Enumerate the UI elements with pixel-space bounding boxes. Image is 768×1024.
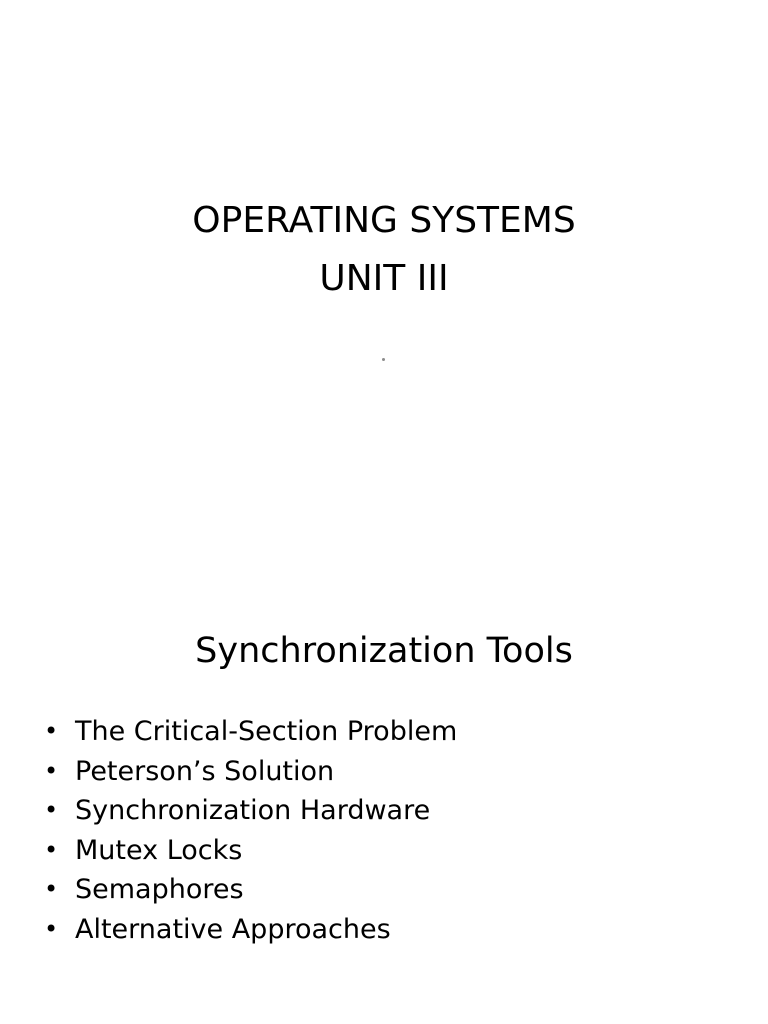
- list-item: [44, 870, 457, 910]
- title-line-2: UNIT III: [319, 258, 449, 299]
- bullet-icon: •: [44, 875, 59, 904]
- list-item-text: Alternative Approaches: [75, 913, 391, 945]
- list-item-text: Mutex Locks: [75, 834, 243, 866]
- subtitle-placeholder-dot: [382, 358, 385, 361]
- list-item-text: Synchronization Hardware: [75, 795, 431, 827]
- slide-heading: Synchronization Tools: [195, 631, 573, 671]
- list-item-text: The Critical-Section Problem: [75, 716, 458, 747]
- list-item: [44, 712, 457, 752]
- list-item: [44, 791, 457, 831]
- bullet-icon: •: [44, 796, 59, 825]
- list-item: [44, 831, 457, 871]
- list-item: [44, 752, 457, 792]
- bullet-icon: •: [44, 835, 59, 864]
- title-line-1: OPERATING SYSTEMS: [192, 200, 576, 241]
- content-slide: [0, 512, 768, 1024]
- bullet-icon: •: [44, 756, 59, 785]
- list-item-text: Peterson’s Solution: [75, 755, 335, 787]
- bullet-icon: •: [44, 717, 59, 745]
- bullet-icon: •: [44, 914, 59, 943]
- list-item: [44, 910, 457, 950]
- slide-title: [0, 192, 768, 308]
- bullet-list: [44, 712, 457, 950]
- list-item-text: Semaphores: [75, 874, 244, 906]
